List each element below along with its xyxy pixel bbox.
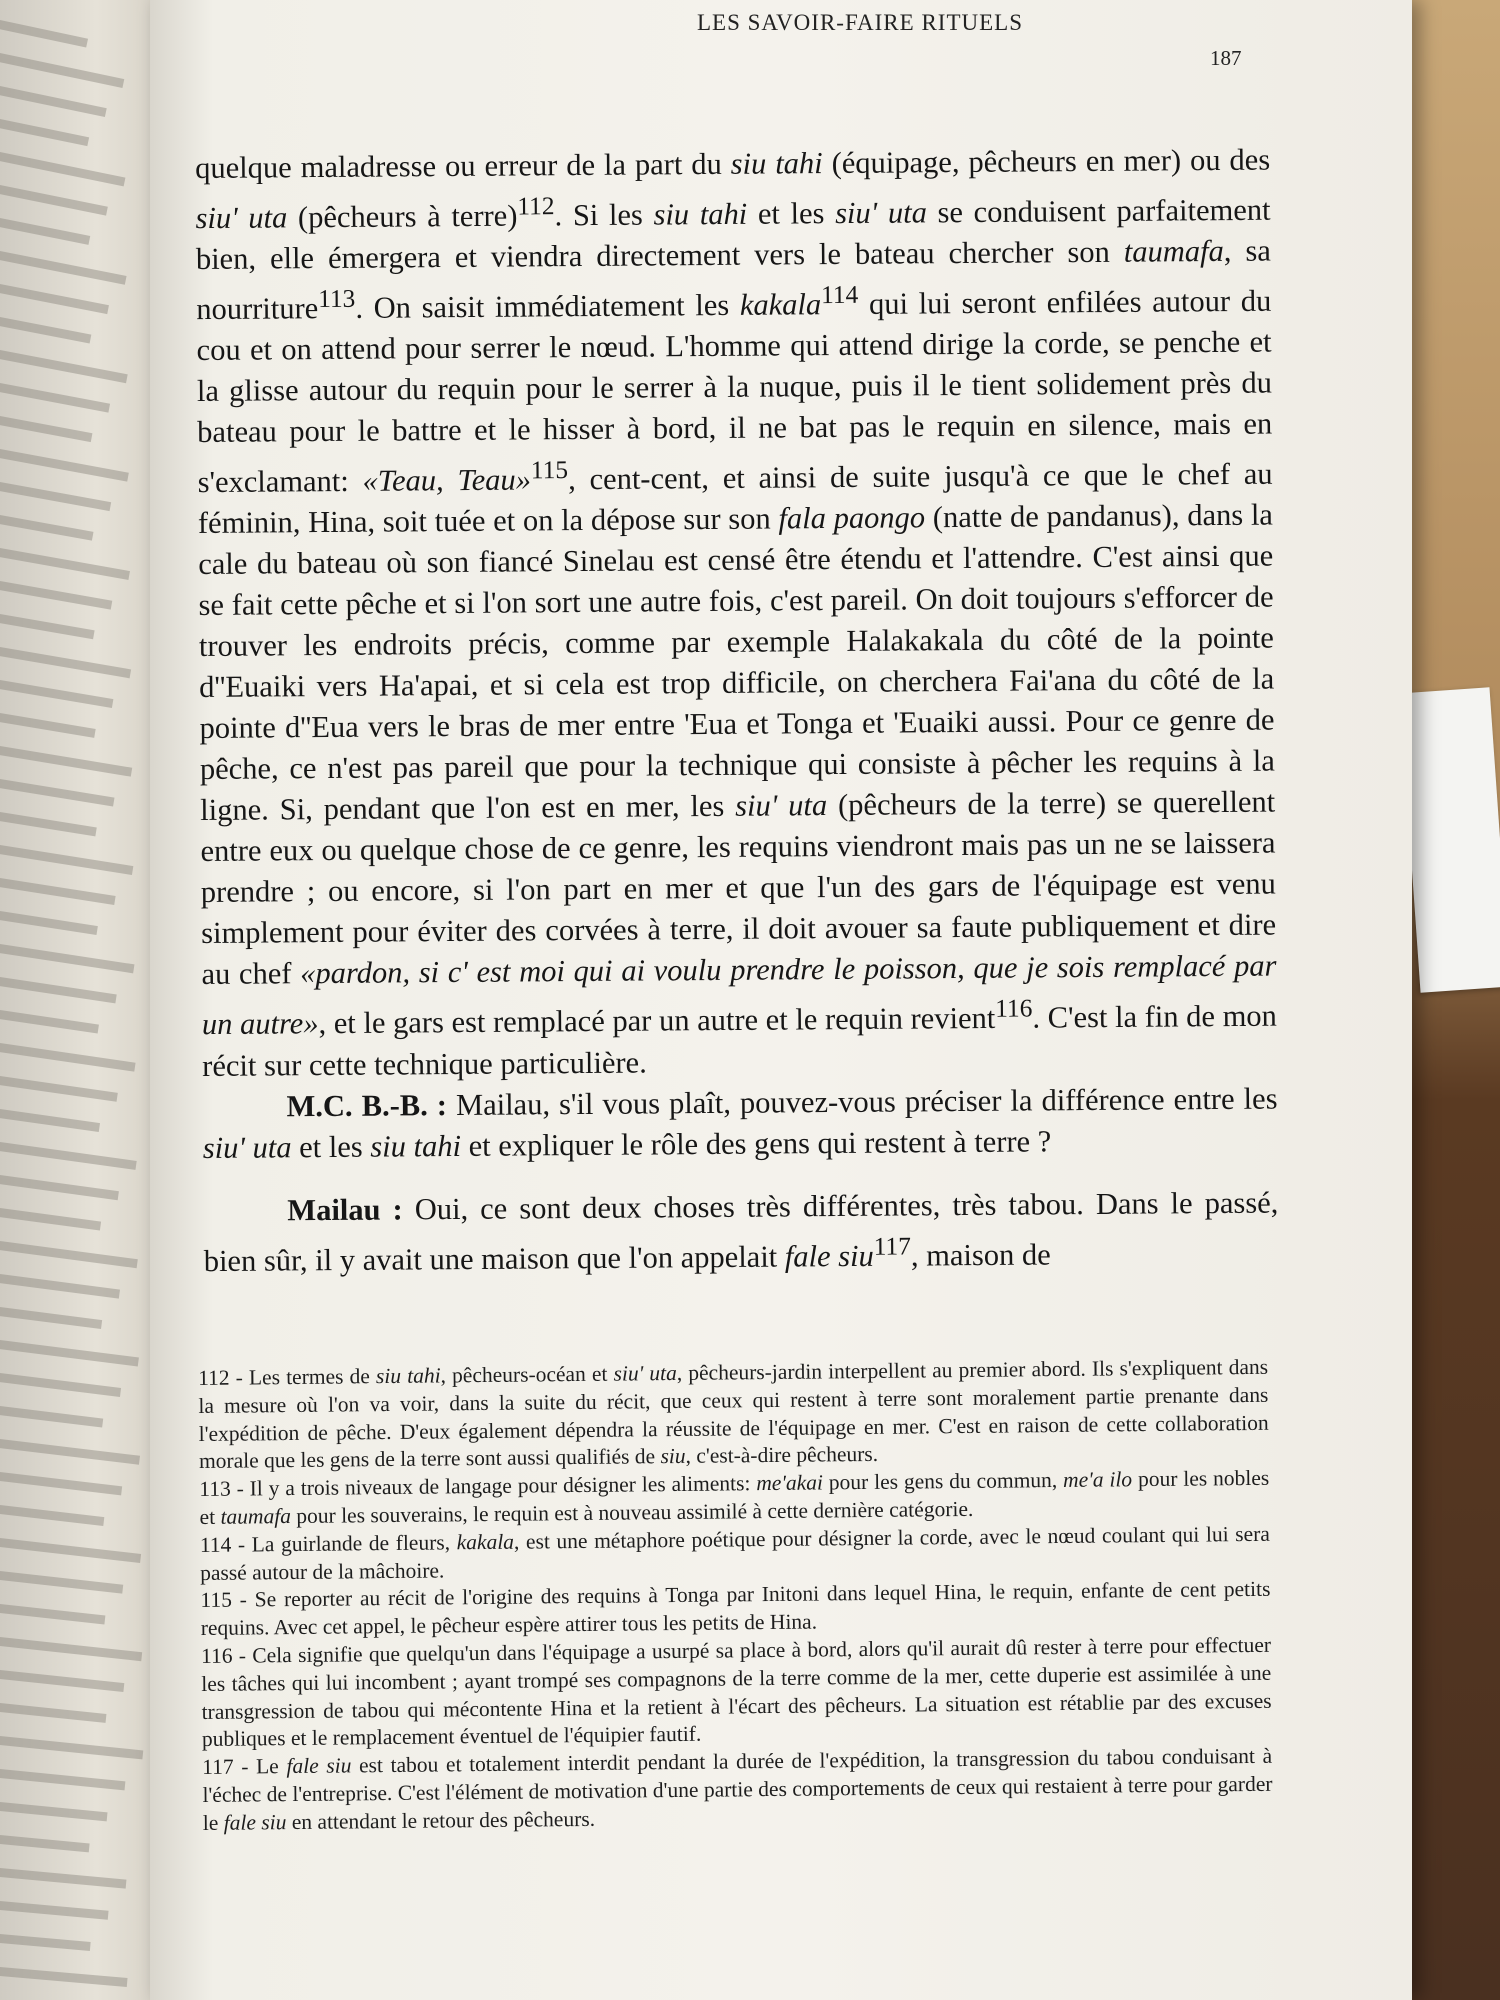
blurred-line [0,1703,106,1723]
text-run: pour les souverains, le requin est à nouveau assimilé à cette dernière catégorie. [290,1496,974,1529]
blurred-line [0,1868,126,1889]
paragraph-answer [203,1182,1279,1282]
text-run: (natte de pandanus), dans la cale du bateau où son fiancé Sinelau est censé être étendu et l'attendre. C'est ainsi que se fait cette pêche et si l'on sort une autre fois, c'est pareil. On doit toujours s'efforcer de trouver les endroits précis, comme par exemple Halakakala du côté de la pointe d''Euaiki vers Ha'apai, et si cela est trop difficile, on cherchera Fai'ana du côté de la pointe d''Eua vers le bras de mer entre 'Eua et Tonga et 'Euaiki aussi. Pour ce genre de pêche, ce n'est pas pareil que pour la technique qui consiste à pêcher les requins à la ligne. Si, pendant que l'on est en mer, les [198,498,1275,828]
blurred-line [0,1571,123,1594]
text-run: 115 - Se reporter au récit de l'origine des requins à Tonga par Initoni dans lequel Hina, le requin, enfante de cent petits requins. Avec cet appel, le pêcheur espère attirer tous les petits de Hina. [200,1577,1271,1641]
italic-term: taumafa [1123,234,1224,269]
italic-term: fale siu [784,1238,874,1274]
blurred-line [0,779,114,807]
italic-term: siu tahi [370,1128,462,1164]
blurred-line [0,1670,124,1692]
italic-quote: «pardon, si c' est moi qui ai voulu prendre le poisson, que je sois remplacé par un autre» [201,949,1277,1042]
footnote-117 [202,1743,1273,1838]
blurred-line [0,1208,101,1231]
blurred-line [0,482,111,511]
footnote-ref: 114 [821,280,859,310]
blurred-line [0,218,90,245]
text-run: Mailau, s'il vous plaît, pouvez-vous préciser la différence entre les [446,1081,1278,1122]
blurred-line [0,1736,143,1759]
italic-term: kakala [739,287,822,323]
italic-term: siu' uta [195,200,288,236]
italic-term: fale siu [223,1809,287,1835]
blurred-line [0,53,124,88]
blurred-line [0,119,89,146]
text-run: qui lui seront enfilées autour du cou et on attend pour serrer le nœud. L'homme qui attend dirige la corde, se penche et la glisse autour du requin pour le serrer à la nuque, puis il le tient solidement près du bateau pour le battre et le hisser à bord, il ne bat pas le requin en silence, mais en s'exclamant: [196,283,1273,500]
text-run: . On saisit immédiatement les [355,288,741,326]
blurred-line [0,1769,125,1790]
text-run: est tabou et totalement interdit pendant la durée de l'expédition, la transgression du tabou conduisant à l'échec de l'entreprise. C'est l'élément de motivation d'une partie des comportements de ceux qui restaient à terre pour garder le [202,1743,1273,1835]
footnote-ref: 116 [995,994,1033,1024]
blurred-line [0,1142,137,1170]
footnote-112 [198,1354,1269,1476]
blurred-line [0,1109,100,1132]
speaker-label: Mailau : [287,1192,403,1227]
blurred-line [0,1406,103,1428]
book-page [150,0,1412,2000]
blurred-line [0,152,125,186]
main-text [195,140,1279,1282]
italic-term: «Teau, Teau» [362,462,532,499]
italic-term: fale siu [286,1753,352,1779]
blurred-line [0,1934,91,1951]
italic-term: me'akai [756,1470,824,1496]
blurred-line [0,977,117,1003]
blurred-line [0,1802,107,1821]
italic-term: siu' uta [202,1129,292,1165]
blurred-line [0,1538,141,1563]
blurred-line [0,1043,136,1072]
text-run: (équipage, pêcheurs en mer) ou des [822,142,1271,181]
italic-term: siu [660,1444,686,1469]
blurred-line [0,845,133,875]
italic-term: siu' uta [735,788,828,824]
italic-term: fala paongo [778,500,926,536]
blurred-line [0,1175,119,1200]
text-run: et expliquer le rôle des gens qui restent à terre ? [460,1123,1052,1163]
footnote-ref: 117 [873,1232,911,1261]
speaker-label: M.C. B.-B. : [286,1087,448,1123]
text-run: (pêcheurs de la terre) se querellent entre eux ou quelque chose de ce genre, les requins viendront mais pas un ne se laissera prendre ; ou encore, si l'on part en mer et que l'un des gars de l'équipage est venu simplement pour éviter des corvées à terre, il doit avouer sa faute publiquement et dire au chef [200,785,1277,992]
blurred-line [0,878,116,905]
footnote-ref: 113 [318,284,356,314]
blurred-line [0,185,108,216]
blurred-line [0,350,128,383]
text-run: . Si les [554,197,654,233]
blurred-line [0,1307,102,1329]
text-run: 114 - La guirlande de fleurs, [199,1530,457,1557]
blurred-line [0,1901,109,1920]
blurred-line [0,548,130,580]
text-run: Oui, ce sont deux choses très différentes, très tabou. Dans le passé, bien sûr, il y avait une maison que l'on appelait [203,1185,1279,1278]
text-run: , sa nourriture [196,233,1271,327]
text-run: pour les gens du commun, [822,1468,1064,1495]
blurred-text-lines [0,0,160,2000]
blurred-line [0,86,107,117]
italic-term: siu tahi [653,196,748,232]
text-run: 116 - Cela signifie que quelqu'un dans l'équipage a usurpé sa place à bord, alors qu'il aurait dû rester à terre pour effectuer les tâches qui lui incombent ; ayant trompé ses compagnons de la terre comme de la mer, cette duperie est assimilée à une transgression de tabou qui mécontente Hina et la retient à l'écart des pêcheurs. La situation est rétablie par des excuses publiques et le remplacement éventuel de l'équipier fautif. [200,1632,1272,1752]
text-run: , c'est-à-dire pêcheurs. [685,1442,879,1469]
blurred-line [0,1967,128,1987]
text-run: (pêcheurs à terre) [287,198,518,235]
blurred-line [0,1505,104,1526]
blurred-line [0,812,97,836]
italic-term: me'a ilo [1062,1467,1133,1493]
text-run: et les [291,1129,371,1164]
blurred-line [0,713,96,738]
blurred-line [0,416,92,442]
text-run: , cent-cent, et ainsi de suite jusqu'à ce que le chef au féminin, Hina, soit tuée et on la dépose sur son [197,457,1273,541]
running-head: LES SAVOIR-FAIRE RITUELS [697,10,1023,35]
page-number: 187 [1210,46,1242,70]
italic-term: siu tahi [375,1363,441,1389]
text-run: , est une métaphore poétique pour désigner la corde, avec le nœud coulant qui lui sera passé autour de la mâchoire. [200,1521,1270,1585]
previous-page-edge [0,0,160,2000]
blurred-line [0,911,98,935]
paragraph-question [202,1078,1278,1168]
blurred-line [0,284,109,314]
blurred-line [0,1010,99,1034]
text-run: 112 - Les termes de [198,1364,377,1390]
italic-term: kakala [456,1529,515,1555]
text-run: , pêcheurs-jardin interpellent au premier abord. Ils s'expliquent dans la mesure où l'on va voir, dans la suite du récit, que ceux qui restent à terre sont moralement partie prenante dans l'expédition de pêche. D'eux également dépendra la réussite de l'équipage en mer. C'est en raison de cette collaboration morale que les gens de la terre sont aussi qualifiés de [198,1354,1269,1474]
blurred-line [0,581,112,610]
text-run: , maison de [910,1237,1051,1273]
text-run: et les [747,196,836,231]
blurred-line [0,251,127,285]
paragraph-narrative [195,140,1277,1087]
blurred-line [0,449,129,482]
footnote-116 [201,1632,1272,1754]
blurred-line [0,614,95,639]
italic-term: siu tahi [730,146,823,181]
blurred-line [0,1076,118,1102]
text-run: quelque maladresse ou erreur de la part du [195,146,731,185]
text-run: se conduisent parfaitement bien, elle émergera et viendra directement vers le bateau chercher son [195,192,1271,277]
blurred-line [0,647,131,678]
blurred-line [0,1835,90,1852]
text-run: 113 - Il y a trois niveaux de langage pour désigner les aliments: [199,1471,757,1502]
italic-term: siu' uta [834,195,928,231]
blurred-line [0,1274,120,1299]
blurred-line [0,20,88,48]
blurred-line [0,944,134,973]
text-run: , et le gars est remplacé par un autre et le requin revient [318,1001,996,1041]
blurred-line [0,1340,139,1366]
text-run: en attendant le retour des pêcheurs. [286,1806,596,1834]
blurred-line [0,317,91,343]
text-run: , pêcheurs-océan et [440,1361,614,1388]
text-run: . C'est la fin de mon récit sur cette technique particulière. [202,999,1277,1083]
footnote-ref: 112 [517,192,555,221]
blurred-line [0,1472,122,1495]
blurred-line [0,680,113,708]
blurred-line [0,515,93,541]
blurred-line [0,746,132,777]
blurred-line [0,1439,140,1465]
text-run: 117 - Le [202,1754,287,1780]
blurred-line [0,1241,138,1268]
blurred-line [0,1637,142,1661]
blurred-line [0,1604,105,1624]
blurred-line [0,383,110,413]
italic-term: siu' uta [613,1360,677,1386]
footnote-ref: 115 [530,456,569,485]
blurred-line [0,1373,121,1397]
footnotes [198,1354,1273,1838]
italic-term: taumafa [220,1504,292,1529]
text-run: pour les nobles et [199,1465,1270,1529]
